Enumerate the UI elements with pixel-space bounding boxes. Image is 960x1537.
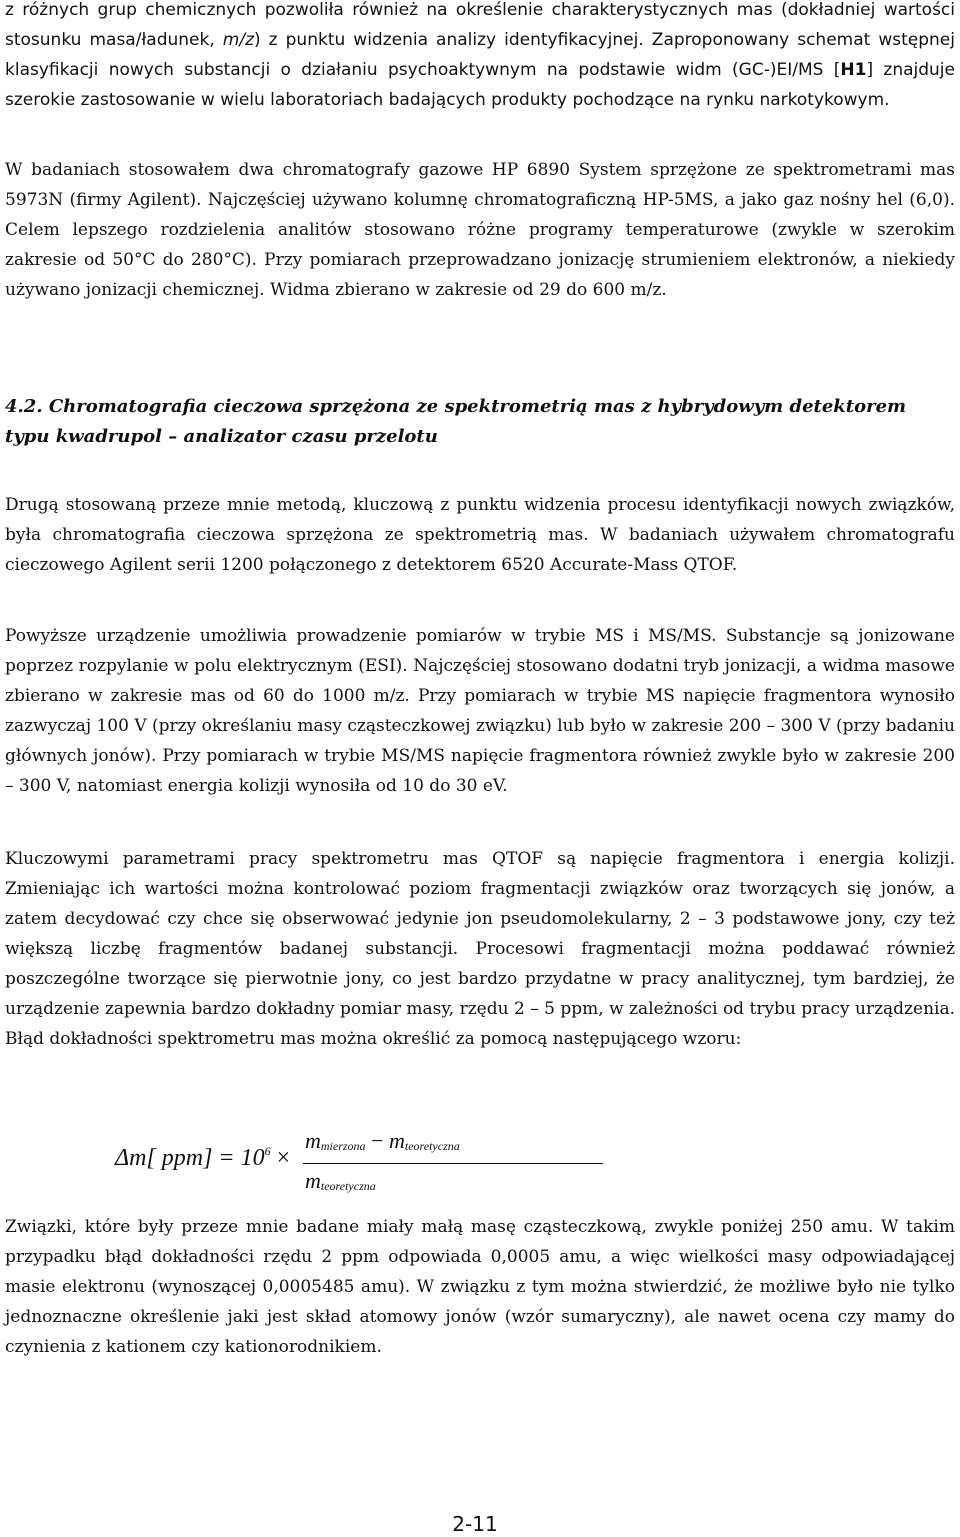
formula-numerator: mmierzona − mteoretyczna (305, 1128, 460, 1153)
paragraph-gc-ms: W badaniach stosowałem dwa chromatografy gazowe HP 6890 System sprzężone ze spektrometrami mas 5973N (firmy Agilent). Najczęściej używano kolumnę chromatograficzną HP-5MS, a jako gaz nośny hel (6,0). Celem lepszego rozdzielenia analitów stosowano różne programy temperaturowe (zwykle w szerokim zakresie od 50°C do 280°C). Przy pomiarach przeprowadzano jonizację strumieniem elektronów, a niekiedy używano jonizacji chemicznej. Widma zbierano w zakresie od 29 do 600 m/z. (5, 160, 955, 300)
fraction-bar (303, 1163, 603, 1164)
reference-h1: H1 (840, 60, 867, 80)
mass-error-formula (115, 1128, 615, 1208)
paragraph-intro (5, 0, 955, 115)
formula-denominator: mteoretyczna (305, 1168, 376, 1193)
formula-lhs: Δm[ $ppm] = 10^6$ × (115, 1144, 291, 1171)
p1-text-b: ) z punktu widzenia analizy identyfikacyjnej. Zaproponowany schemat wstępnej klasyfikacji nowych substancji o działaniu psychoaktywnym na podstawie widm (GC-)EI/MS [ (5, 30, 955, 80)
paragraph-conclusion: Związki, które były przeze mnie badane miały małą masę cząsteczkową, zwykle poniżej 250 amu. W takim przypadku błąd dokładności rzędu 2 ppm odpowiada 0,0005 amu, a więc wielkości masy odpowiadającej masie elektronu (wynoszącej 0,0005485 amu). W związku z tym można stwierdzić, że możliwe było nie tylko jednoznaczne określenie jaki jest skład atomowy jonów (wzór sumaryczny), ale nawet ocena czy mamy do czynienia z kationem czy kationorodnikiem. (5, 1217, 955, 1357)
paragraph-lc-ms: Drugą stosowaną przeze mnie metodą, kluczową z punktu widzenia procesu identyfikacji nowych związków, była chromatografia cieczowa sprzężona ze spektrometrią mas. W badaniach używałem chromatografu cieczowego Agilent serii 1200 połączonego z detektorem 6520 Accurate-Mass QTOF. (5, 495, 955, 575)
document-page (5, 0, 955, 1537)
page-number: 2-11 (452, 1512, 498, 1536)
mz-term: m/z (222, 30, 254, 50)
paragraph-device: Powyższe urządzenie umożliwia prowadzenie pomiarów w trybie MS i MS/MS. Substancje są jonizowane poprzez rozpylanie w polu elektrycznym (ESI). Najczęściej stosowano dodatni tryb jonizacji, a widma masowe zbierano w zakresie mas od 60 do 1000 m/z. Przy pomiarach w trybie MS napięcie fragmentora wynosiło zazwyczaj 100 V (przy określaniu masy cząsteczkowej związku) lub było w zakresie 200 – 300 V (przy badaniu głównych jonów). Przy pomiarach w trybie MS/MS napięcie fragmentora również zwykle było w zakresie 200 – 300 V, natomiast energia kolizji wynosiła od 10 do 30 eV. (5, 626, 955, 796)
p1-text-c: ] znajduje szerokie zastosowanie w wielu laboratoriach badających produkty pochodzące na rynku narkotykowym. (5, 60, 955, 110)
section-heading: 4.2. Chromatografia cieczowa sprzężona ze spektrometrią mas z hybrydowym detektorem typu kwadrupol – analizator czasu przelotu (5, 396, 907, 447)
p1-text-a: z różnych grup chemicznych pozwoliła również na określenie charakterystycznych mas (dokładniej wartości stosunku masa/ładunek, (5, 0, 955, 50)
paragraph-parameters: Kluczowymi parametrami pracy spektrometru mas QTOF są napięcie fragmentora i energia kolizji. Zmieniając ich wartości można kontrolować poziom fragmentacji związków oraz tworzących się jonów, a zatem decydować czy chce się obserwować jedynie jon pseudomolekularny, 2 – 3 podstawowe jony, czy też większą liczbę fragmentów badanej substancji. Procesowi fragmentacji można poddawać również poszczególne tworzące się pierwotnie jony, co jest bardzo przydatne w pracy analitycznej, tym bardziej, że urządzenie zapewnia bardzo dokładny pomiar masy, rzędu 2 – 5 ppm, w zależności od trybu pracy urządzenia. Błąd dokładności spektrometru mas można określić za pomocą następującego wzoru: (5, 849, 955, 1049)
